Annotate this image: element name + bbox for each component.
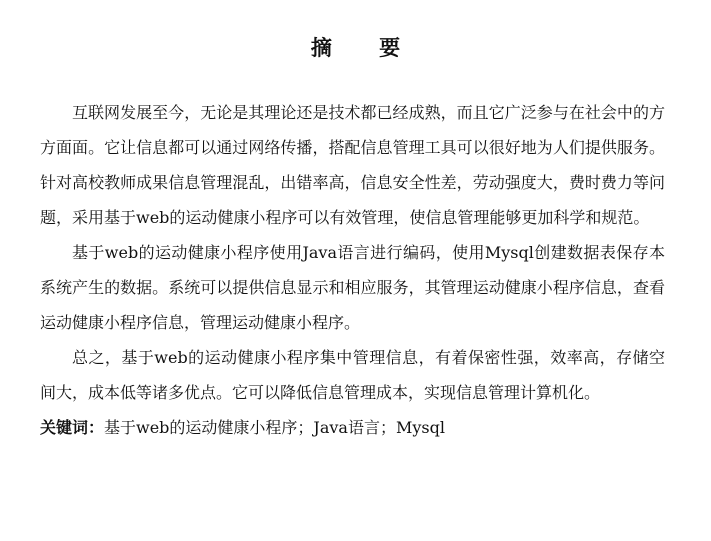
abstract-paragraph-1: 互联网发展至今，无论是其理论还是技术都已经成熟，而且它广泛参与在社会中的方方面面。它让信息都可以通过网络传播，搭配信息管理工具可以很好地为人们提供服务。针对高校教师成果信息管理混乱，出错率高，信息安全性差，劳动强度大，费时费力等问题，采用基于web的运动健康小程序可以有效管理，使信息管理能够更加科学和规范。 — [40, 103, 665, 227]
keywords-label: 关键词： — [40, 418, 105, 437]
keywords-line — [40, 410, 665, 445]
abstract-title: 摘 要 — [310, 35, 421, 60]
abstract-body — [40, 95, 665, 445]
keywords-text: 基于web的运动健康小程序；Java语言；Mysql — [104, 418, 445, 437]
abstract-paragraph-3: 总之，基于web的运动健康小程序集中管理信息，有着保密性强，效率高，存储空间大，成本低等诸多优点。它可以降低信息管理成本，实现信息管理计算机化。 — [40, 348, 665, 402]
abstract-paragraph-2: 基于web的运动健康小程序使用Java语言进行编码，使用Mysql创建数据表保存本系统产生的数据。系统可以提供信息显示和相应服务，其管理运动健康小程序信息，查看运动健康小程序信息，管理运动健康小程序。 — [40, 243, 665, 332]
